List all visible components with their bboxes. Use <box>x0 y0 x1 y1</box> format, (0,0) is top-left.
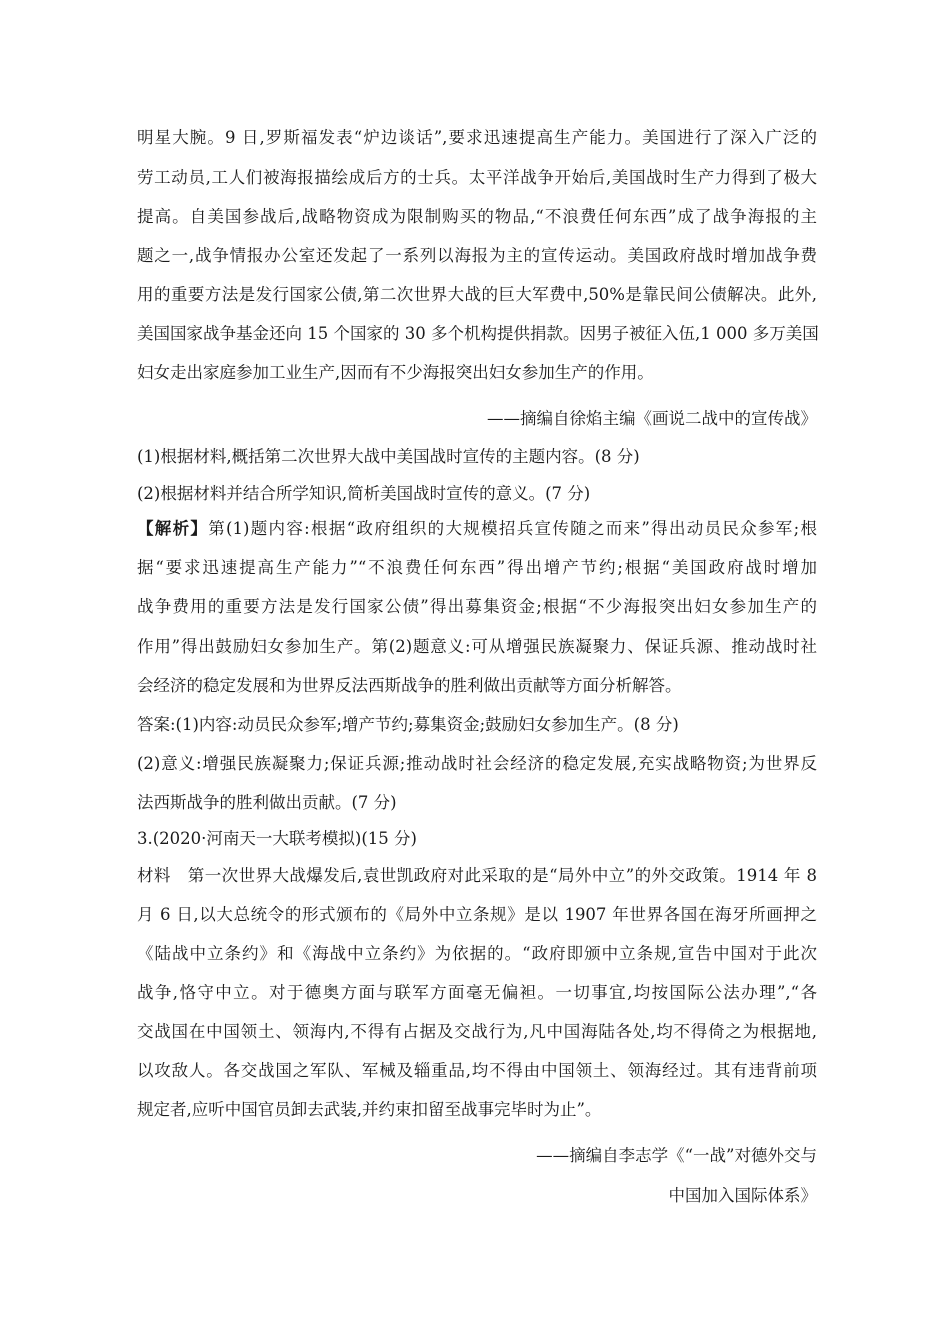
passage-line: 妇女走出家庭参加工业生产,因而有不少海报突出妇女参加生产的作用。 <box>137 363 654 382</box>
passage-line: 题之一,战争情报办公室还发起了一系列以海报为主的宣传运动。美国政府战时增加战争费 <box>137 246 817 265</box>
passage-source: ——摘编自徐焰主编《画说二战中的宣传战》 <box>487 409 817 428</box>
material-line: 月 6 日,以大总统令的形式颁布的《局外中立条规》是以 1907 年世界各国在海牙所画押之 <box>137 905 817 924</box>
question-3-header: 3.(2020·河南天一大联考模拟)(15 分) <box>137 829 417 848</box>
question-1: (1)根据材料,概括第二次世界大战中美国战时宣传的主题内容。(8 分) <box>137 447 640 466</box>
passage-line: 用的重要方法是发行国家公债,第二次世界大战的巨大军费中,50%是靠民间公债解决。此外, <box>137 285 817 304</box>
passage-line: 美国国家战争基金还向 15 个国家的 30 多个机构提供捐款。因男子被征入伍,1 000 多万美国 <box>137 324 819 343</box>
analysis-label: 【解析】 <box>137 519 209 538</box>
analysis-line: 据“要求迅速提高生产能力”“不浪费任何东西”得出增产节约;根据“美国政府战时增加 <box>137 558 817 577</box>
analysis-line: 战争费用的重要方法是发行国家公债”得出募集资金;根据“不少海报突出妇女参加生产的 <box>137 597 817 616</box>
material-line: 以攻敌人。各交战国之军队、军械及辎重品,均不得由中国领土、领海经过。其有违背前项 <box>137 1061 817 1080</box>
material-line: 材料 第一次世界大战爆发后,袁世凯政府对此采取的是“局外中立”的外交政策。1914 年 8 <box>137 866 817 885</box>
analysis-line: 会经济的稳定发展和为世界反法西斯战争的胜利做出贡献等方面分析解答。 <box>137 676 682 695</box>
material-line: 战争,恪守中立。对于德奥方面与联军方面毫无偏袒。一切事宜,均按国际公法办理”,“各 <box>137 983 817 1002</box>
material-line: 交战国在中国领土、领海内,不得有占据及交战行为,凡中国海陆各处,均不得倚之为根据地, <box>137 1022 817 1041</box>
answer-line-1: 答案:(1)内容:动员民众参军;增产节约;募集资金;鼓励妇女参加生产。(8 分) <box>137 715 679 734</box>
passage-line: 提高。自美国参战后,战略物资成为限制购买的物品,“不浪费任何东西”成了战争海报的主 <box>137 207 817 226</box>
material-line: 规定者,应听中国官员卸去武装,并约束扣留至战事完毕时为止”。 <box>137 1100 602 1119</box>
passage-line: 明星大腕。9 日,罗斯福发表“炉边谈话”,要求迅速提高生产能力。美国进行了深入广泛的 <box>137 128 817 147</box>
answer-line-2: (2)意义:增强民族凝聚力;保证兵源;推动战时社会经济的稳定发展,充实战略物资;为世界反 <box>137 754 817 773</box>
analysis-text: 第(1)题内容:根据“政府组织的大规模招兵宣传随之而来”得出动员民众参军;根 <box>208 519 817 538</box>
question-2: (2)根据材料并结合所学知识,简析美国战时宣传的意义。(7 分) <box>137 484 591 503</box>
answer-line-3: 法西斯战争的胜利做出贡献。(7 分) <box>137 793 397 812</box>
analysis-line: 作用”得出鼓励妇女参加生产。第(2)题意义:可从增强民族凝聚力、保证兵源、推动战时社 <box>137 637 817 656</box>
material-source-line-1: ——摘编自李志学《“一战”对德外交与 <box>536 1146 817 1165</box>
passage-line: 劳工动员,工人们被海报描绘成后方的士兵。太平洋战争开始后,美国战时生产力得到了极大 <box>137 168 817 187</box>
material-line: 《陆战中立条约》和《海战中立条约》为依据的。“政府即颁中立条规,宣告中国对于此次 <box>137 944 817 963</box>
analysis-line-1 <box>137 515 817 543</box>
material-source-line-2: 中国加入国际体系》 <box>668 1186 817 1205</box>
